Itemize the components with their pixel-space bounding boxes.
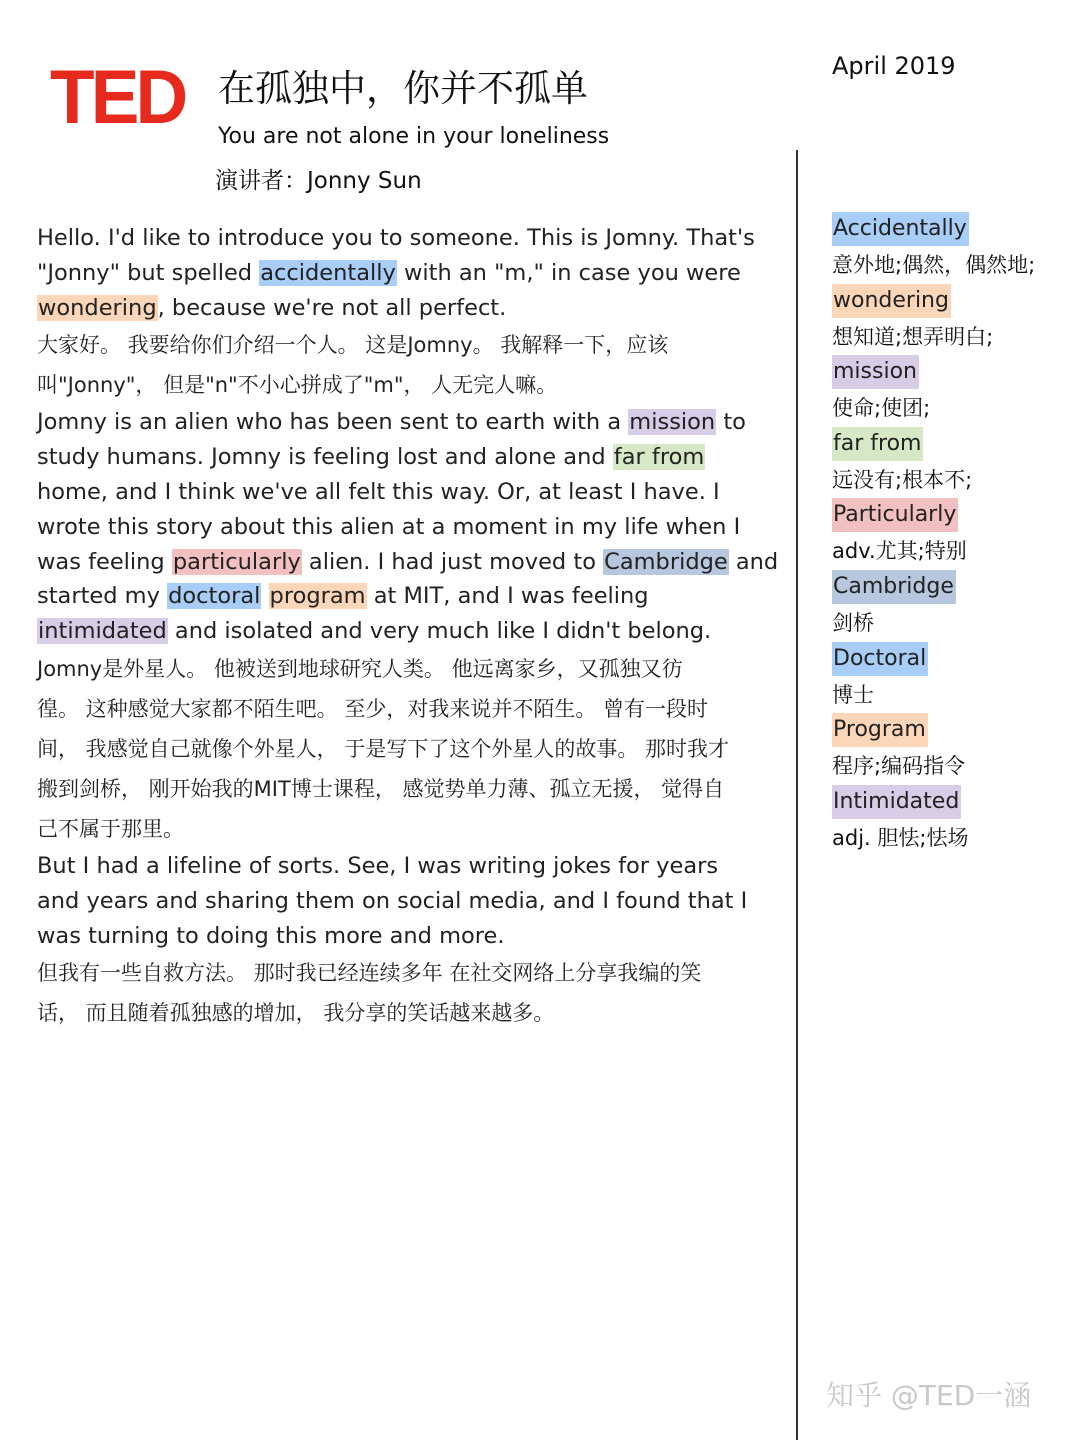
vocab-entry (832, 427, 1072, 499)
english-line (37, 440, 797, 475)
text-segment: and (728, 548, 779, 575)
vocab-word: Intimidated (832, 785, 961, 819)
highlighted-word: program (269, 583, 366, 610)
vocab-word: Particularly (832, 498, 958, 532)
vocab-entry (832, 642, 1072, 714)
chinese-line: 徨。 这种感觉大家都不陌生吧。 至少，对我来说并不陌生。 曾有一段时 (37, 696, 709, 721)
text-segment: study humans. Jomny is feeling lost and alone and (37, 444, 613, 471)
vocab-entry (832, 355, 1072, 427)
english-line (37, 291, 797, 326)
highlighted-word: wondering (38, 294, 157, 321)
vocab-entry (832, 284, 1072, 356)
vocab-definition: adv.尤其;特别 (832, 539, 967, 564)
english-line: and years and sharing them on social media, and I found that I (37, 887, 748, 914)
speaker-line: 演讲者：Jonny Sun (215, 168, 422, 194)
chinese-line: Jomny是外星人。 他被送到地球研究人类。 他远离家乡，又孤独又彷 (37, 656, 683, 681)
text-segment: started my (37, 583, 168, 610)
chinese-line: 间， 我感觉自己就像个外星人， 于是写下了这个外星人的故事。 那时我才 (37, 736, 730, 761)
text-segment: was feeling (37, 548, 172, 575)
vocab-definition: 程序;编码指令 (832, 754, 966, 779)
vocab-definition: 剑桥 (832, 610, 874, 635)
vocab-word: Accidentally (832, 212, 969, 246)
transcript (37, 221, 797, 1033)
text-segment: at MIT, and I was feeling (366, 583, 649, 610)
highlighted-word: accidentally (260, 259, 396, 286)
text-segment: to (716, 409, 746, 436)
english-line: home, and I think we've all felt this way. Or, at least I have. I (37, 478, 720, 505)
english-line: But I had a lifeline of sorts. See, I was writing jokes for years (37, 852, 719, 879)
english-line (37, 545, 797, 580)
english-line: wrote this story about this alien at a moment in my life when I (37, 513, 741, 540)
vocab-definition: 想知道;想弄明白; (832, 324, 994, 349)
ted-logo: TED (50, 55, 185, 140)
chinese-line: 话， 而且随着孤独感的增加， 我分享的笑话越来越多。 (37, 1001, 555, 1026)
text-segment: and isolated and very much like I didn't belong. (167, 618, 712, 645)
text-segment: with an "m," in case you were (396, 259, 741, 286)
chinese-line: 大家好。 我要给你们介绍一个人。 这是Jomny。 我解释一下，应该 (37, 333, 669, 358)
page-subtitle: You are not alone in your loneliness (218, 124, 610, 149)
date-label: April 2019 (832, 52, 956, 80)
english-line (37, 256, 797, 291)
vocab-definition: 博士 (832, 682, 874, 707)
vocab-word: Program (832, 713, 928, 747)
vocab-definition: 使命;使团; (832, 396, 931, 421)
highlighted-word: doctoral (168, 583, 261, 610)
vocab-word: far from (832, 427, 923, 461)
vocab-entry (832, 570, 1072, 642)
english-line: was turning to doing this more and more. (37, 922, 505, 949)
english-line: Hello. I'd like to introduce you to someone. This is Jomny. That's (37, 225, 755, 251)
vocab-word: mission (832, 355, 919, 389)
vocab-entry (832, 212, 1072, 284)
highlighted-word: intimidated (38, 618, 167, 645)
vocab-entry (832, 498, 1072, 570)
highlighted-word: Cambridge (604, 548, 728, 575)
watermark: 知乎 @TED一涵 (826, 1379, 1032, 1412)
highlighted-word: particularly (172, 548, 301, 575)
english-line (37, 579, 797, 614)
vocab-entry (832, 785, 1072, 857)
vocab-word: Doctoral (832, 642, 928, 676)
vocab-word: wondering (832, 284, 951, 318)
page-title: 在孤独中，你并不孤单 (218, 67, 588, 110)
vocab-word: Cambridge (832, 570, 956, 604)
chinese-line: 叫"Jonny"， 但是"n"不小心拼成了"m"， 人无完人嘛。 (37, 373, 558, 398)
vocab-definition: 远没有;根本不; (832, 467, 973, 492)
text-segment: alien. I had just moved to (301, 548, 604, 575)
english-line (37, 614, 797, 649)
highlighted-word: far from (613, 444, 705, 471)
chinese-line: 但我有一些自救方法。 那时我已经连续多年 在社交网络上分享我编的笑 (37, 961, 702, 986)
text-segment: "Jonny" but spelled (37, 259, 260, 286)
text-segment: , because we're not all perfect. (157, 294, 507, 321)
chinese-line: 己不属于那里。 (37, 816, 184, 841)
vocabulary-list (832, 212, 1072, 856)
text-segment: Jomny is an alien who has been sent to earth with a (37, 409, 629, 436)
chinese-line: 搬到剑桥， 刚开始我的MIT博士课程， 感觉势单力薄、孤立无援， 觉得自 (37, 776, 725, 801)
vocab-definition: 意外地;偶然，偶然地; (832, 253, 1036, 277)
highlighted-word: mission (629, 409, 716, 436)
vocab-entry (832, 713, 1072, 785)
english-line (37, 405, 797, 440)
vocab-definition: adj. 胆怯;怯场 (832, 825, 969, 850)
